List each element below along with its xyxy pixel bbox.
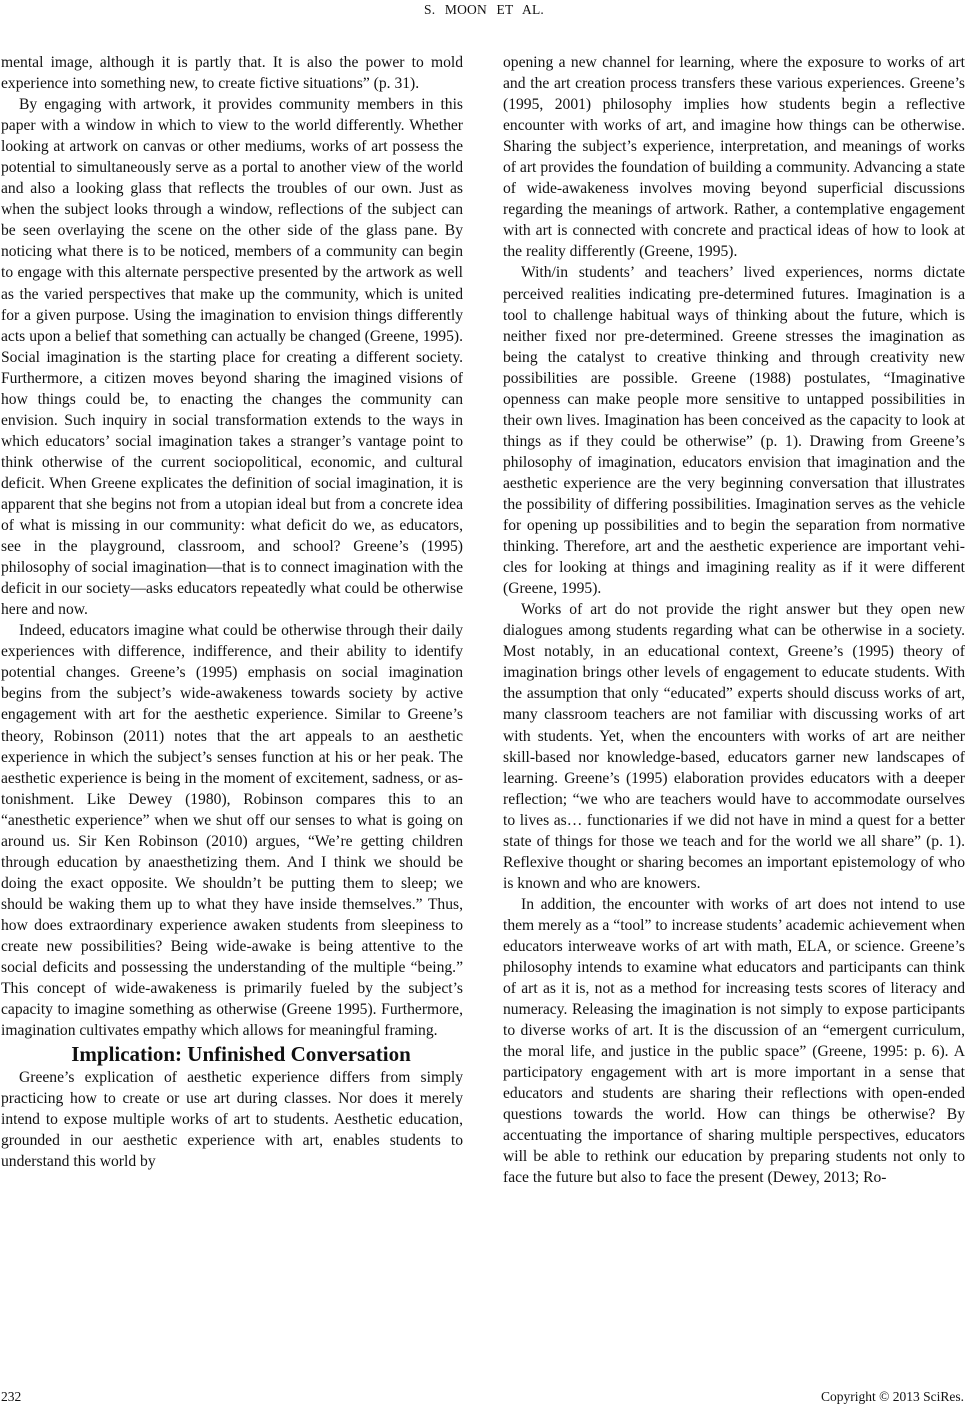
paragraph: In addition, the encounter with works of art does not intend to use them merely as a “tool” to increase students’ academic achievement when educators interweave works of art with math, ELA, or science. Greene’s philosophy intends to examine what educators and participants can think of art as it is, not as a method for increasing tests scores of literacy and numeracy. Releasing the imagination is not simply to expose participants to diverse works of art. It is the discussion of an “emergent curriculum, the moral life, and justice in the public space” (Greene, 1995: p. 6). A participatory engagement with art is more important in a sense that educators and students are sharing their reflections with open-ended questions towards the world. How can things be otherwise? By accentuating the importance of sharing multiple perspectives, educators will be able to rethink our education by preparing students not only to face the future but also to face the present (Dewey, 2013; Ro- <box>503 895 965 1187</box>
paragraph: opening a new channel for learning, where the exposure to works of art and the art creation process transfers these various experiences. Greene’s (1995, 2001) philosophy implies how students begin a reflective encounter with works of art, and imagine how things can be otherwise. Sharing the subject’s experience, interpretation, and meanings of works of art provides the foundation of building a community. Advancing a state of wide-awakeness involves moving beyond superficial discussions regarding the meanings of artwork. Rather, a contemplative engagement with art is connected with concrete and practical ideas of how to look at the reality differently (Greene, 1995). <box>503 54 965 261</box>
paragraph: mental image, although it is partly that. It is also the power to mold experience into something new, to create fictive situations” (p. 31). <box>1 54 463 93</box>
paragraph: Works of art do not provide the right answer but they open new dialogues among students regarding what can be otherwise in a society. Most notably, in an educational context, Greene’s (1995) theory of imagination brings other levels of engagement to educate students. With the assumption that only “educated” experts should discuss works of art, many classroom teachers are not familiar with discussing works of art with students. Yet, when the encounters with works of art are neither skill-based nor knowledge-based, educators garner new landscapes of learning. Greene’s (1995) elaboration provides educators with a deeper reflection; “we who are teachers would have to accommodate ourselves to lives as… functionaries if we did not have in mind a quest for a better state of things for those we teach and for the world we all share” (p. 1). Reflexive thought or sharing becomes an important epistemology of who is known and who are knowers. <box>503 601 965 892</box>
section-heading: Implication: Unfinished Conversation <box>71 1042 411 1067</box>
left-column <box>1 52 463 1172</box>
paragraph: Greene’s explication of aesthetic experience differs from simply practicing how to create or use art during classes. Nor does it merely intend to expose multiple works of art to students. Aesthetic education, grounded in our aesthetic experience with art, enables students to understand this world by <box>1 1069 463 1171</box>
running-head: S. MOON ET AL. <box>424 2 544 17</box>
paragraph: Indeed, educators imagine what could be otherwise through their daily experiences with difference, indifference, and their ability to identify potential changes. Greene’s (1995) emphasis on social imagination begins from the subject’s wide-awakeness towards society by active engagement with art for the aesthetic experience. Similar to Greene’s theory, Robinson (2011) notes that the art appeals to an aesthetic experience in which the subject’s senses function at his or her peak. The aesthetic experience is being in the moment of excitement, sadness, or astonishment. Like Dewey (1980), Robinson compares this to an “anesthetic experience” when we shut off our senses to what is going on around us. Sir Ken Robinson (2010) argues, “We’re getting children through education by anaesthetizing them. And I think we should be doing the exact opposite. We shouldn’t be putting them to sleep; we should be waking them up to what they have inside themselves.” Thus, how does extraordinary experience awaken students from sleepiness to create new possibilities? Being wide-awake is being attentive to the social deficits and possessing the understanding of the multiple “being.” This concept of wide-awakeness is primarily fueled by the subject’s capacity to imagine something as otherwise (Greene 1995). Furthermore, imagination cultivates empathy which allows for meaningful framing. <box>1 622 463 1040</box>
right-column <box>503 52 965 1189</box>
page-number: 232 <box>1 1389 22 1404</box>
paragraph: By engaging with artwork, it provides community members in this paper with a window in which to view to the world differently. Whether looking at artwork on canvas or other mediums, works of art possess the potential to simultaneously serve as a portal to another view of the world and also a looking glass that reflects the troubles of our own. Just as when the subject looks through a window, reflections of the subject can be seen overlaying the scene on the other side of the glass pane. By noticing what there is to be noticed, members of a community can begin to engage with this alternate perspective presented by the artwork as well as the varied perspectives that make up the community, which is united for a given purpose. Using the imagination to envision things differently acts upon a belief that something can actually be changed (Greene, 1995). Social imagination is the starting place for creating a different society. Furthermore, a citizen moves beyond sharing the imagined visions of how things could be, to enacting the changes the community can envision. Such inquiry in social transformation extends to the ways in which educators’ social imagination takes a stranger’s vantage point to think otherwise of the current sociopolitical, economic, and cultural deficit. When Greene explicates the definition of social imagination, it is apparent that she begins not from a utopian ideal but from a concrete idea of what is missing in our community: what deficit do we, as educators, see in the playground, classroom, and school? Greene’s (1995) philosophy of social imagination—that is to connect imagination with the deficit in our society—asks educators repeatedly what could be otherwise here and now. <box>1 96 463 619</box>
copyright-notice: Copyright © 2013 SciRes. <box>820 1389 964 1404</box>
paragraph: With/in students’ and teachers’ lived experiences, norms dictate perceived realities indicating pre-determined futures. Imagination is a tool to challenge habitual ways of thinking about the future, which is neither fixed nor pre-determined. Greene stresses the imagination as being the catalyst to creative thinking and through creativity new possibilities are possible. Greene (1988) postulates, “Imaginative openness can make people more sensitive to untapped possibilities in their own lives. Imagination has been conceived as the capacity to look at things as if they could be otherwise” (p. 1). Drawing from Greene’s philosophy of imagination, educators envision that imagination and the aesthetic experience are the very beginning conversation that illustrates the possibility of differing possibilities. Imagination serves as the vehicle for opening up possibilities and to begin the separation from normative thinking. Therefore, art and the aesthetic experience are important vehicles for looking at things and imagining reality as if it were different (Greene, 1995). <box>503 264 965 598</box>
